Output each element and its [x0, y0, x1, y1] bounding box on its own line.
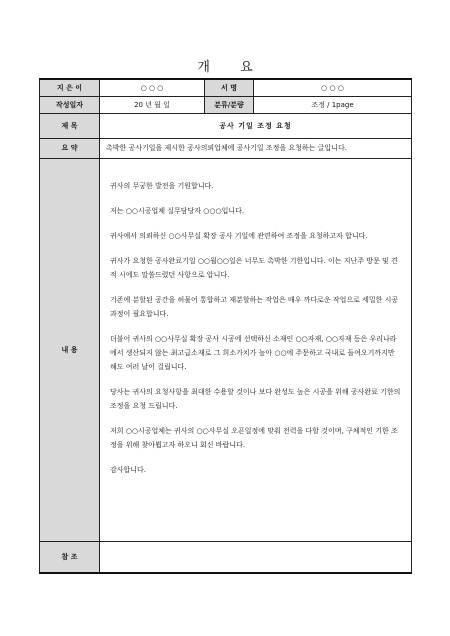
reference-row — [40, 541, 412, 573]
overview-form-table — [39, 78, 412, 574]
date-field[interactable]: 20 년 월 일 — [100, 96, 205, 113]
signature-label: 서 명 — [205, 79, 254, 96]
date-row — [40, 96, 412, 113]
content-paragraph: 당사는 귀사의 요청사항을 최대한 수용할 것이나 보다 완성도 높은 시공을 위해 공사완료 기한의 조정을 요청 드립니다. — [110, 387, 401, 410]
subject-label: 제 목 — [40, 113, 100, 138]
content-paragraph: 감사합니다. — [110, 465, 147, 474]
content-row — [40, 158, 412, 541]
content-paragraph: 귀사에서 의뢰하신 ○○사무실 확장 공사 기일에 관련하여 조정을 요청하고자 합니다. — [110, 231, 368, 240]
signature-field[interactable]: ○ ○ ○ — [254, 79, 412, 96]
date-label: 작성일자 — [40, 96, 100, 113]
content-paragraph: 귀사의 무궁한 발전을 기원합니다. — [110, 181, 214, 190]
summary-row — [40, 138, 412, 158]
author-label: 지 은 이 — [40, 79, 100, 96]
content-paragraph: 귀사가 요청한 공사완료기일 ○○월○○일은 너무도 촉박한 기한입니다. 이는 지난주 방문 및 견적 시에도 말씀드렸던 사항으로 압니다. — [110, 256, 398, 279]
summary-field[interactable]: 촉박한 공사기일을 제시한 공사의뢰업체에 공사기일 조정을 요청하는 글입니다. — [100, 138, 412, 158]
author-field[interactable]: ○ ○ ○ — [100, 79, 205, 96]
content-label: 내 용 — [40, 158, 100, 541]
content-paragraph: 더불어 귀사의 ○○사무실 확장 공사 시공에 선택하신 소재인 ○○자재, ○○자재 등은 우리나라에서 생산되지 않는 최고급소재로 그 희소가치가 높아 ○○에 주문하고 국내로 들여오기까지만 해도 여러 날이 걸립니다. — [110, 334, 397, 371]
document-title — [0, 56, 450, 75]
subject-field[interactable]: 공사 기일 조정 요청 — [100, 113, 412, 138]
author-row — [40, 79, 412, 96]
reference-label: 참 조 — [40, 541, 100, 573]
content-paragraph: 기존에 분할된 공간을 허물어 통합하고 재분할하는 작업은 매우 까다로운 작업으로 세밀한 시공 과정이 필요합니다. — [110, 295, 399, 318]
content-paragraph: 저희 ○○시공업체는 귀사의 ○○사무실 오픈일정에 맞춰 전력을 다할 것이며, 구체적인 기한 조정을 위해 찾아뵙고자 하오니 회신 바랍니다. — [110, 426, 398, 449]
subject-row — [40, 113, 412, 138]
document-title-char-1: 개 — [197, 60, 210, 75]
reference-field[interactable] — [100, 541, 412, 573]
category-label: 분류/분량 — [205, 96, 254, 113]
category-field[interactable]: 조정 / 1page — [254, 96, 412, 113]
summary-label: 요 약 — [40, 138, 100, 158]
content-paragraph: 저는 ○○시공업체 실무담당자 ○○○입니다. — [110, 206, 245, 215]
content-body[interactable] — [100, 158, 412, 541]
document-title-char-2: 요 — [240, 60, 253, 75]
